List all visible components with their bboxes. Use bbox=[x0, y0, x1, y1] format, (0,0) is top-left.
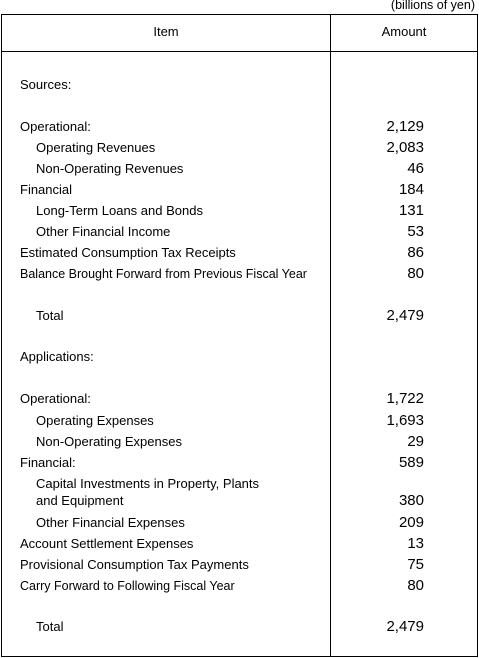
row-amount: 184 bbox=[398, 181, 424, 198]
row-label: Operational: bbox=[20, 119, 91, 134]
row-label: Operating Revenues bbox=[36, 140, 156, 155]
row-amount: 380 bbox=[398, 492, 424, 509]
row-amount: 1,722 bbox=[386, 390, 424, 407]
row-label: Capital Investments in Property, Plants bbox=[36, 476, 260, 491]
row-amount: 2,479 bbox=[386, 307, 424, 324]
row-label: Total bbox=[36, 308, 64, 323]
table-row bbox=[2, 411, 477, 431]
row-amount: 131 bbox=[398, 202, 424, 219]
row-label: Balance Brought Forward from Previous Fiscal Year bbox=[20, 267, 307, 281]
row-label: Financial bbox=[20, 182, 73, 197]
table-row bbox=[2, 453, 477, 473]
table-row bbox=[2, 180, 477, 200]
row-label: Operational: bbox=[20, 391, 91, 406]
row-amount: 80 bbox=[407, 577, 424, 594]
section-heading-applications bbox=[2, 347, 477, 367]
total-row-applications bbox=[2, 617, 477, 637]
row-label: Financial: bbox=[20, 455, 76, 470]
header-amount: Amount bbox=[381, 24, 427, 39]
table-row bbox=[2, 491, 477, 511]
row-amount: 13 bbox=[407, 535, 424, 552]
row-amount: 2,479 bbox=[386, 618, 424, 635]
row-amount: 1,693 bbox=[386, 412, 424, 429]
row-label: Long-Term Loans and Bonds bbox=[36, 203, 203, 218]
row-label: Estimated Consumption Tax Receipts bbox=[20, 245, 236, 260]
row-label: Total bbox=[36, 619, 64, 634]
table-row bbox=[2, 201, 477, 221]
unit-note: (billions of yen) bbox=[390, 0, 475, 12]
row-amount: 46 bbox=[407, 160, 424, 177]
table-row bbox=[2, 389, 477, 409]
table-row bbox=[2, 576, 477, 596]
row-label: Non-Operating Revenues bbox=[36, 161, 184, 176]
table-row bbox=[2, 534, 477, 554]
row-label: and Equipment bbox=[36, 493, 124, 508]
header-item: Item bbox=[153, 24, 179, 39]
table-row bbox=[2, 117, 477, 137]
table-row bbox=[2, 264, 477, 284]
table-row bbox=[2, 513, 477, 533]
table-row bbox=[2, 159, 477, 179]
row-amount: 2,083 bbox=[386, 139, 424, 156]
row-label: Account Settlement Expenses bbox=[20, 536, 194, 551]
row-amount: 589 bbox=[398, 454, 424, 471]
row-amount: 2,129 bbox=[386, 118, 424, 135]
table-row bbox=[2, 138, 477, 158]
row-label: Carry Forward to Following Fiscal Year bbox=[20, 579, 235, 593]
row-label: Applications: bbox=[20, 349, 94, 364]
row-label: Operating Expenses bbox=[36, 413, 154, 428]
section-heading-sources bbox=[2, 75, 477, 95]
table-row bbox=[2, 555, 477, 575]
table-row bbox=[2, 222, 477, 242]
row-amount: 53 bbox=[407, 223, 424, 240]
row-amount: 80 bbox=[407, 265, 424, 282]
total-row-sources bbox=[2, 306, 477, 326]
row-label: Sources: bbox=[20, 77, 72, 92]
row-label: Non-Operating Expenses bbox=[36, 434, 182, 449]
row-label: Other Financial Income bbox=[36, 224, 171, 239]
row-amount: 29 bbox=[407, 433, 424, 450]
table-row bbox=[2, 243, 477, 263]
sources-applications-table bbox=[1, 14, 478, 657]
row-amount: 209 bbox=[398, 514, 424, 531]
row-amount: 86 bbox=[407, 244, 424, 261]
row-label: Other Financial Expenses bbox=[36, 515, 185, 530]
table-row bbox=[2, 432, 477, 452]
table-header bbox=[2, 15, 477, 52]
row-amount: 75 bbox=[407, 556, 424, 573]
row-label: Provisional Consumption Tax Payments bbox=[20, 557, 249, 572]
